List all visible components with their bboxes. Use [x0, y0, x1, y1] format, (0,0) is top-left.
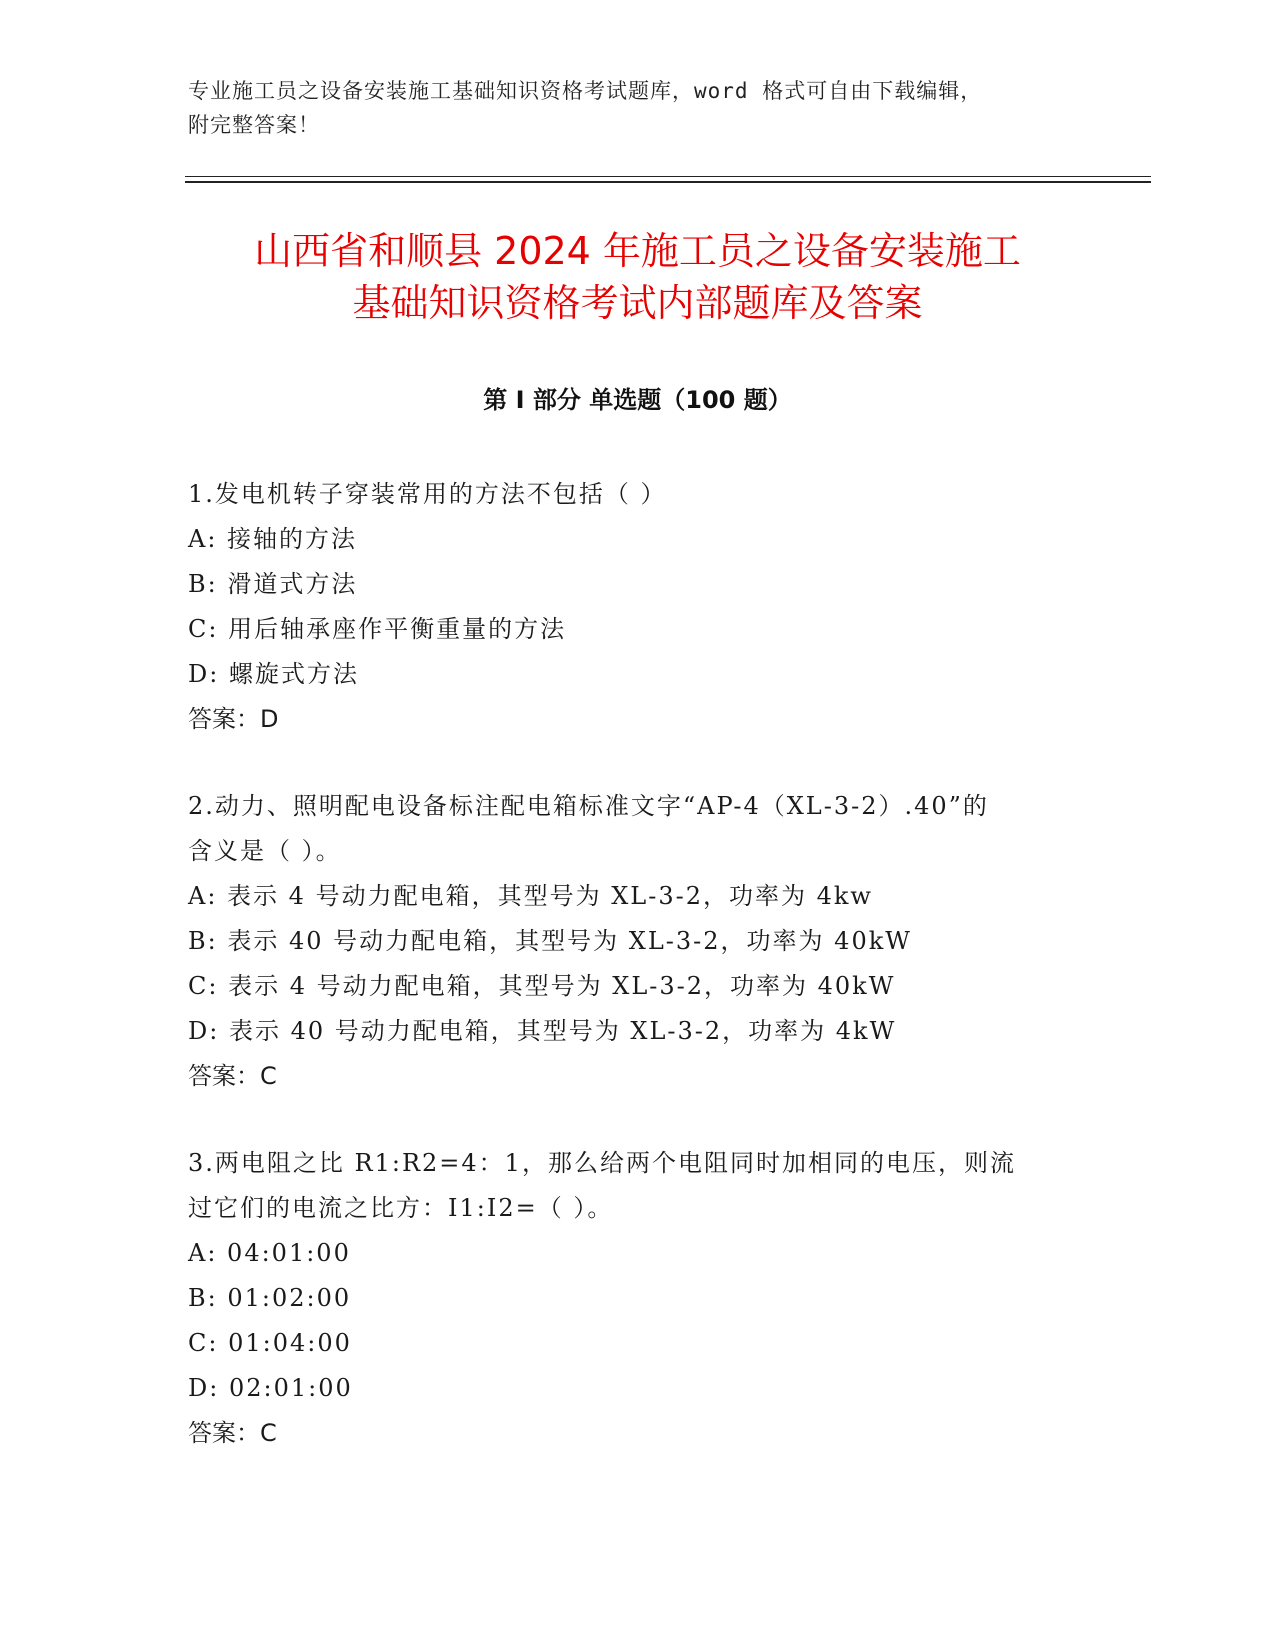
option-c: C: 01:04:00 [188, 1329, 352, 1357]
header-note-line-1: 专业施工员之设备安装施工基础知识资格考试题库，word 格式可自由下载编辑， [188, 79, 983, 103]
header-note [188, 74, 1068, 142]
option-b: B: 表示 40 号动力配电箱，其型号为 XL-3-2，功率为 40kW [188, 927, 912, 955]
document-title-line-2: 基础知识资格考试内部题库及答案 [352, 281, 923, 325]
option-c: C: 用后轴承座作平衡重量的方法 [188, 615, 567, 643]
option-a: A: 接轴的方法 [188, 525, 358, 553]
question-list [188, 472, 1088, 1498]
option-b: B: 滑道式方法 [188, 570, 358, 598]
question-3 [188, 1141, 1088, 1456]
option-a: A: 04:01:00 [188, 1239, 351, 1267]
question-stem-line-1: 2.动力、照明配电设备标注配电箱标准文字“AP-4（XL-3-2）.40”的 [188, 792, 989, 820]
option-b: B: 01:02:00 [188, 1284, 352, 1312]
header-divider-thick [185, 181, 1151, 183]
question-1 [188, 472, 1088, 742]
document-title-line-1: 山西省和顺县 2024 年施工员之设备安装施工 [254, 229, 1021, 273]
option-d: D: 螺旋式方法 [188, 660, 359, 688]
section-title: 第 I 部分 单选题（100 题） [483, 386, 792, 414]
option-d: D: 02:01:00 [188, 1374, 353, 1402]
answer: 答案：C [188, 1062, 277, 1090]
option-a: A: 表示 4 号动力配电箱，其型号为 XL-3-2，功率为 4kw [188, 882, 873, 910]
question-stem: 1.发电机转子穿装常用的方法不包括（ ） [188, 480, 667, 508]
document-title [150, 225, 1125, 329]
answer: 答案：D [188, 705, 279, 733]
question-stem-line-1: 3.两电阻之比 R1:R2=4：1，那么给两个电阻同时加相同的电压，则流 [188, 1149, 1016, 1177]
option-c: C: 表示 4 号动力配电箱，其型号为 XL-3-2，功率为 40kW [188, 972, 896, 1000]
header-divider-thin [185, 176, 1151, 177]
question-stem-line-2: 过它们的电流之比方：I1:I2=（ ）。 [188, 1194, 614, 1222]
question-stem-line-2: 含义是（ ）。 [188, 837, 342, 865]
option-d: D: 表示 40 号动力配电箱，其型号为 XL-3-2，功率为 4kW [188, 1017, 897, 1045]
answer: 答案：C [188, 1419, 277, 1447]
question-2 [188, 784, 1088, 1099]
header-note-line-2: 附完整答案！ [188, 113, 320, 137]
